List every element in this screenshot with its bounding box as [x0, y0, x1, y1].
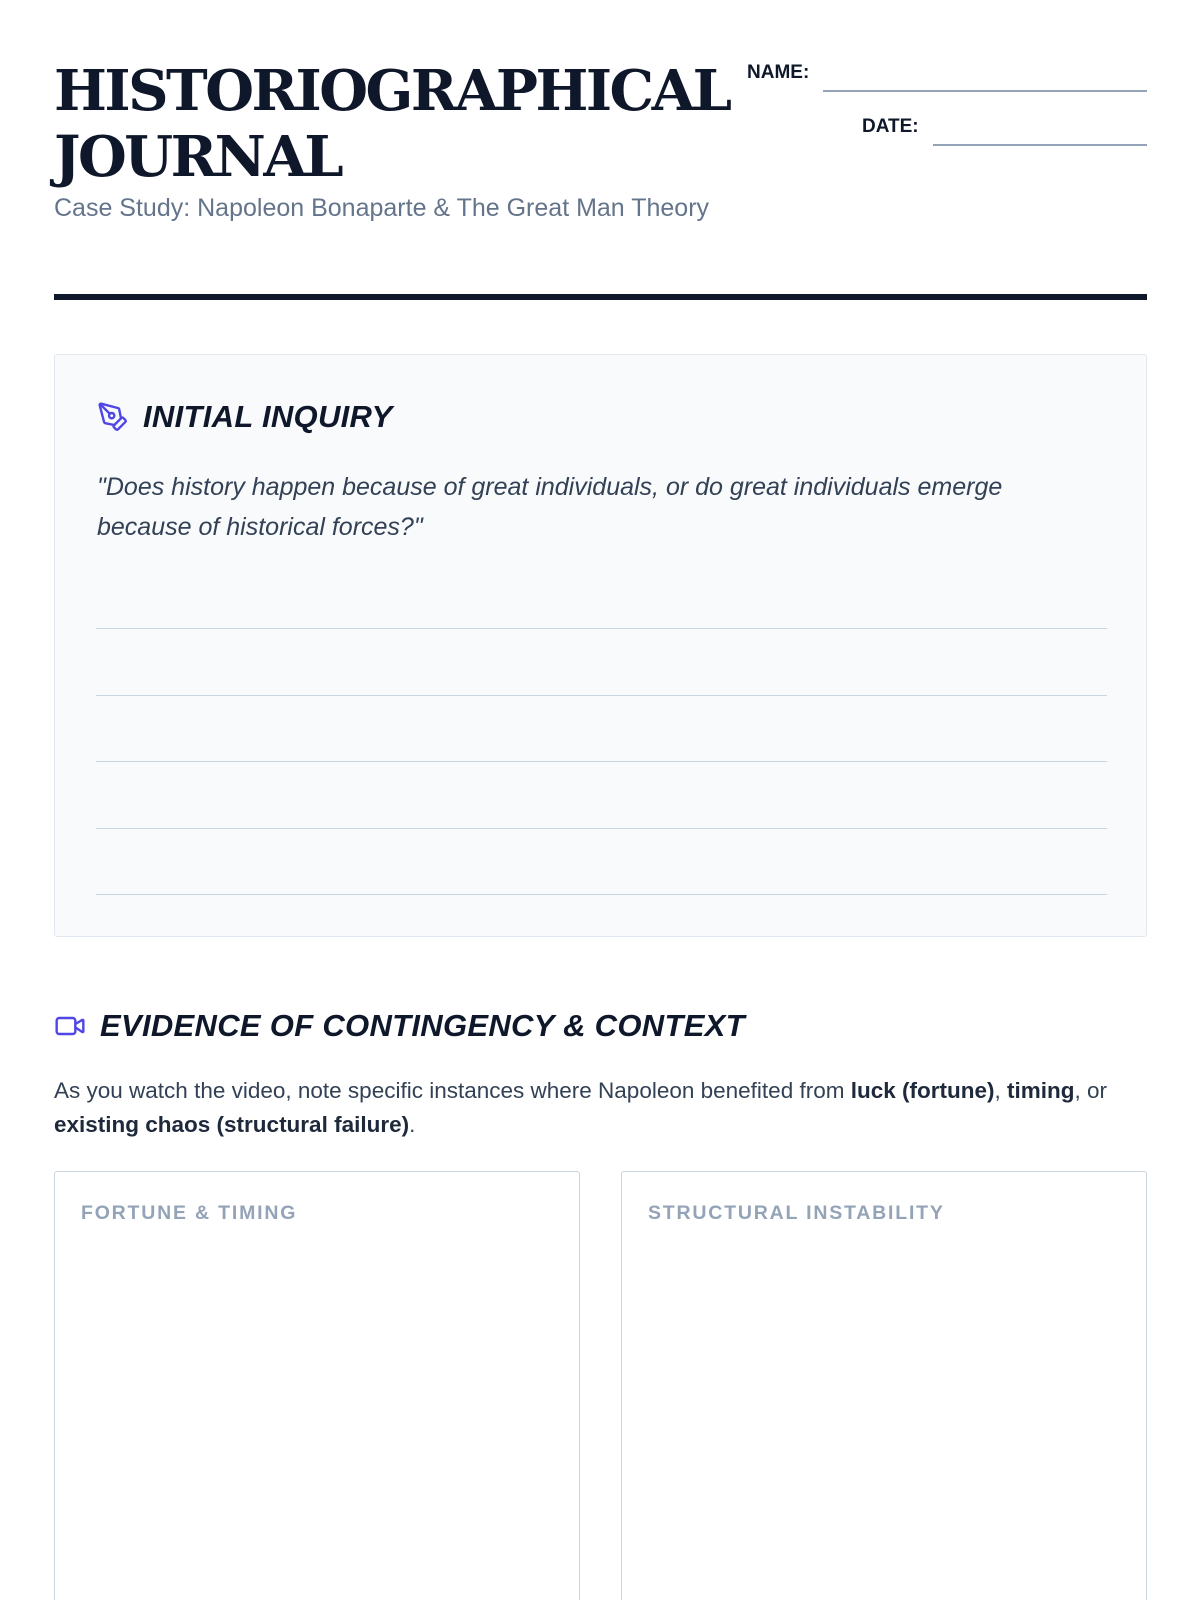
name-input-line[interactable] [823, 90, 1147, 92]
evidence-title: EVIDENCE OF CONTINGENCY & CONTEXT [100, 1008, 745, 1043]
page-title [54, 58, 734, 190]
fortune-timing-label: FORTUNE & TIMING [81, 1202, 298, 1224]
answer-line[interactable] [96, 761, 1107, 762]
evidence-heading [54, 1008, 745, 1044]
answer-line[interactable] [96, 695, 1107, 696]
structural-instability-box[interactable] [621, 1171, 1147, 1600]
inquiry-title: INITIAL INQUIRY [143, 399, 393, 434]
instructions-emphasis: luck (fortune) [850, 1078, 995, 1103]
answer-line[interactable] [96, 894, 1107, 895]
worksheet-header [54, 58, 1147, 300]
header-divider [54, 294, 1147, 300]
fortune-timing-box[interactable] [54, 1171, 580, 1600]
evidence-instructions [54, 1074, 1147, 1142]
answer-line[interactable] [96, 828, 1107, 829]
date-field [862, 112, 1147, 148]
page-subtitle: Case Study: Napoleon Bonaparte & The Great Man Theory [54, 194, 710, 222]
name-label: NAME: [747, 62, 810, 83]
instructions-emphasis: existing chaos (structural failure) [54, 1112, 410, 1137]
instructions-emphasis: timing [1006, 1078, 1075, 1103]
instructions-text: As you watch the video, note specific instances where Napoleon benefited from [54, 1078, 851, 1103]
initial-inquiry-section [54, 354, 1147, 937]
instructions-text: , or [1074, 1078, 1107, 1103]
video-camera-icon [54, 1010, 86, 1042]
worksheet-page [54, 0, 1147, 1600]
date-input-line[interactable] [933, 144, 1147, 146]
instructions-text: . [409, 1112, 416, 1137]
title-line-2: JOURNAL [54, 124, 342, 190]
structural-instability-label: STRUCTURAL INSTABILITY [648, 1202, 945, 1224]
title-line-1: HISTORIOGRAPHICAL [54, 58, 730, 124]
inquiry-heading [97, 399, 393, 435]
answer-line[interactable] [96, 628, 1107, 629]
instructions-text: , [994, 1078, 1007, 1103]
name-field [747, 58, 1147, 94]
inquiry-question: "Does history happen because of great individuals, or do great individuals emerge because of historical forces?" [97, 473, 1003, 541]
pen-nib-icon [97, 401, 129, 433]
date-label: DATE: [862, 116, 919, 137]
